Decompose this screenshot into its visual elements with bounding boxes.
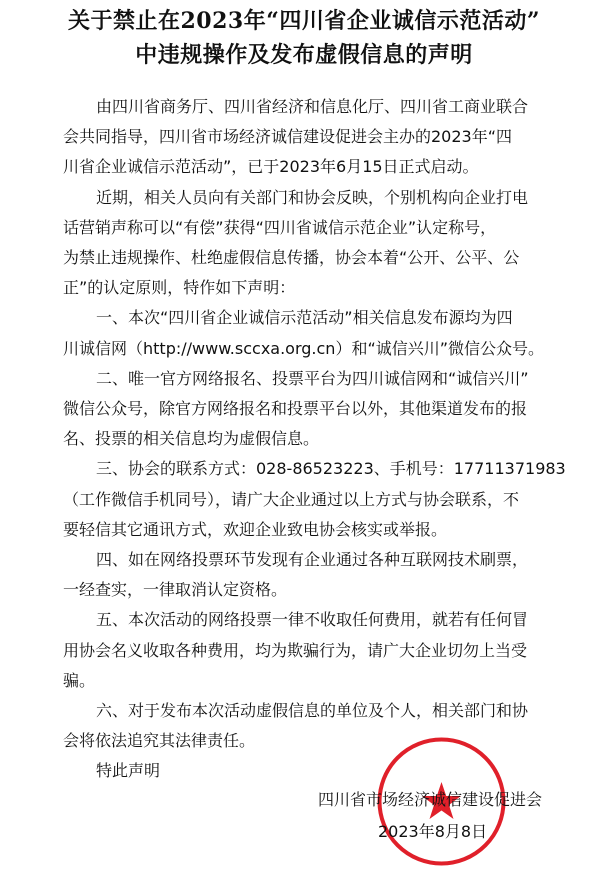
item-2-line: 二、唯一官方网络报名、投票平台为四川诚信网和“诚信兴川”	[96, 368, 529, 388]
item-4-line: 四、如在网络投票环节发现有企业通过各种互联网技术刷票，	[96, 550, 529, 569]
item-2-line: 名、投票的相关信息均为虚假信息。	[63, 429, 320, 449]
paragraph-recent-line: 话营销声称可以“有偿”获得“四川省诚信示范企业”认定称号，	[63, 217, 497, 237]
title-line-1: 关于禁止在2023年“四川省企业诚信示范活动”	[67, 8, 541, 34]
closing-text: 特此声明	[96, 761, 161, 781]
item-6-line: 六、对于发布本次活动虚假信息的单位及个人，相关部门和协	[96, 701, 529, 720]
item-5-line: 骗。	[63, 670, 96, 690]
paragraph-intro-line: 由四川省商务厅、四川省经济和信息化厅、四川省工商业联合	[96, 97, 529, 116]
paragraph-recent-line: 近期，相关人员向有关部门和协会反映，个别机构向企业打电	[96, 187, 529, 207]
paragraph-intro-line: 川省企业诚信示范活动”，已于2023年6月15日正式启动。	[63, 157, 479, 177]
item-3-line: 要轻信其它通讯方式，欢迎企业致电协会核实或举报。	[63, 519, 448, 539]
paragraph-recent-line: 为禁止违规操作、杜绝虚假信息传播，协会本着“公开、公平、公	[63, 248, 520, 267]
item-6-line: 会将依法追究其法律责任。	[63, 731, 256, 751]
title-line-2: 中违规操作及发布虚假信息的声明	[135, 42, 473, 68]
item-3-line: 三、协会的联系方式：028-86523223、手机号：17711371983	[96, 459, 566, 479]
item-1-line: 川诚信网（http://www.sccxa.org.cn）和“诚信兴川”微信公众号。	[63, 338, 545, 358]
item-2-line: 微信公众号，除官方网络报名和投票平台以外，其他渠道发布的报	[63, 399, 528, 418]
item-1-line: 一、本次“四川省企业诚信示范活动”相关信息发布源均为四	[96, 308, 513, 328]
item-4-line: 一经查实，一律取消认定资格。	[63, 580, 288, 600]
item-5-line: 用协会名义收取各种费用，均为欺骗行为，请广大企业切勿上当受	[63, 640, 528, 660]
item-3-line: （工作微信手机同号），请广大企业通过以上方式与协会联系，不	[63, 489, 520, 509]
item-5-line: 五、本次活动的网络投票一律不收取任何费用，就若有任何冒	[96, 610, 529, 630]
signature-date: 2023年8月8日	[378, 822, 488, 841]
paragraph-recent-line: 正”的认定原则，特作如下声明：	[63, 278, 296, 298]
paragraph-intro-line: 会共同指导，四川省市场经济诚信建设促进会主办的2023年“四	[63, 127, 513, 147]
signature-organization: 四川省市场经济诚信建设促进会	[318, 790, 543, 809]
